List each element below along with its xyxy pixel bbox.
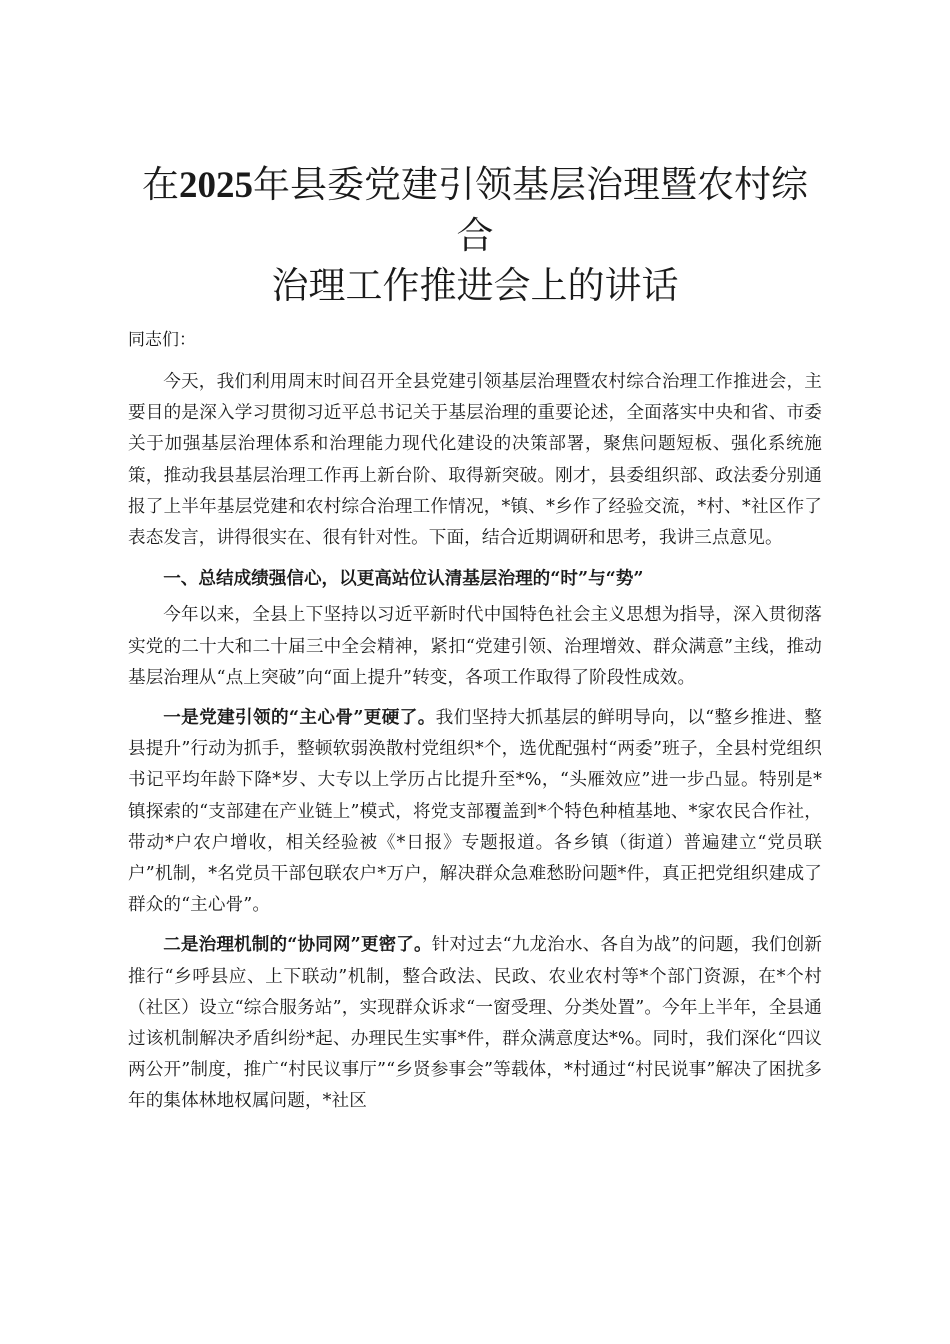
point2-body: 针对过去“九龙治水、各自为战”的问题，我们创新推行“乡呼县应、上下联动”机制，整合政法、民政、农业农村等*个部门资源，在*个村（社区）设立“综合服务站”，实现群众诉求“一窗受理、分类处置”。今年上半年，全县通过该机制解决矛盾纠纷*起、办理民生实事*件，群众满意度达*%。同时，我们深化“四议两公开”制度，推广“村民议事厅”“乡贤参事会”等载体，*村通过“村民说事”解决了困扰多年的集体林地权属问题，*社区	[128, 935, 822, 1112]
document-page	[128, 160, 822, 1118]
title-prefix: 在	[142, 163, 179, 206]
section1-heading: 一、总结成绩强信心，以更高站位认清基层治理的“时”与“势”	[163, 568, 644, 590]
point1-lead: 一是党建引领的“主心骨”更硬了。	[163, 707, 436, 729]
section1-summary-paragraph: 今年以来，全县上下坚持以习近平新时代中国特色社会主义思想为指导，深入贯彻落实党的二十大和二十届三中全会精神，紧扣“党建引领、治理增效、群众满意”主线，推动基层治理从“点上突破”向“面上提升”转变，各项工作取得了阶段性成效。	[128, 605, 822, 688]
title-line2: 治理工作推进会上的讲话	[271, 264, 679, 307]
section1-point2-paragraph	[128, 929, 822, 1117]
point2-lead: 二是治理机制的“协同网”更密了。	[163, 934, 432, 956]
section1-point1-paragraph	[128, 702, 822, 921]
title-line1-rest: 年县委党建引领基层治理暨农村综合	[253, 163, 808, 257]
point1-body: 我们坚持大抓基层的鲜明导向，以“整乡推进、整县提升”行动为抓手，整顿软弱涣散村党组织*个，选优配强村“两委”班子，全县村党组织书记平均年龄下降*岁、大专以上学历占比提升至*%，“头雁效应”进一步凸显。特别是*镇探索的“支部建在产业链上”模式，将党支部覆盖到*个特色种植基地、*家农民合作社，带动*户农户增收，相关经验被《*日报》专题报道。各乡镇（街道）普遍建立“党员联户”机制，*名党员干部包联农户*万户，解决群众急难愁盼问题*件，真正把党组织建成了群众的“主心骨”。	[128, 708, 823, 916]
document-title	[128, 160, 822, 311]
salutation: 同志们：	[128, 330, 196, 350]
title-year: 2025	[179, 165, 253, 206]
intro-paragraph: 今天，我们利用周末时间召开全县党建引领基层治理暨农村综合治理工作推进会，主要目的是深入学习贯彻习近平总书记关于基层治理的重要论述，全面落实中央和省、市委关于加强基层治理体系和治理能力现代化建设的决策部署，聚焦问题短板、强化系统施策，推动我县基层治理工作再上新台阶、取得新突破。刚才，县委组织部、政法委分别通报了上半年基层党建和农村综合治理工作情况，*镇、*乡作了经验交流，*村、*社区作了表态发言，讲得很实在、很有针对性。下面，结合近期调研和思考，我讲三点意见。	[128, 372, 822, 549]
